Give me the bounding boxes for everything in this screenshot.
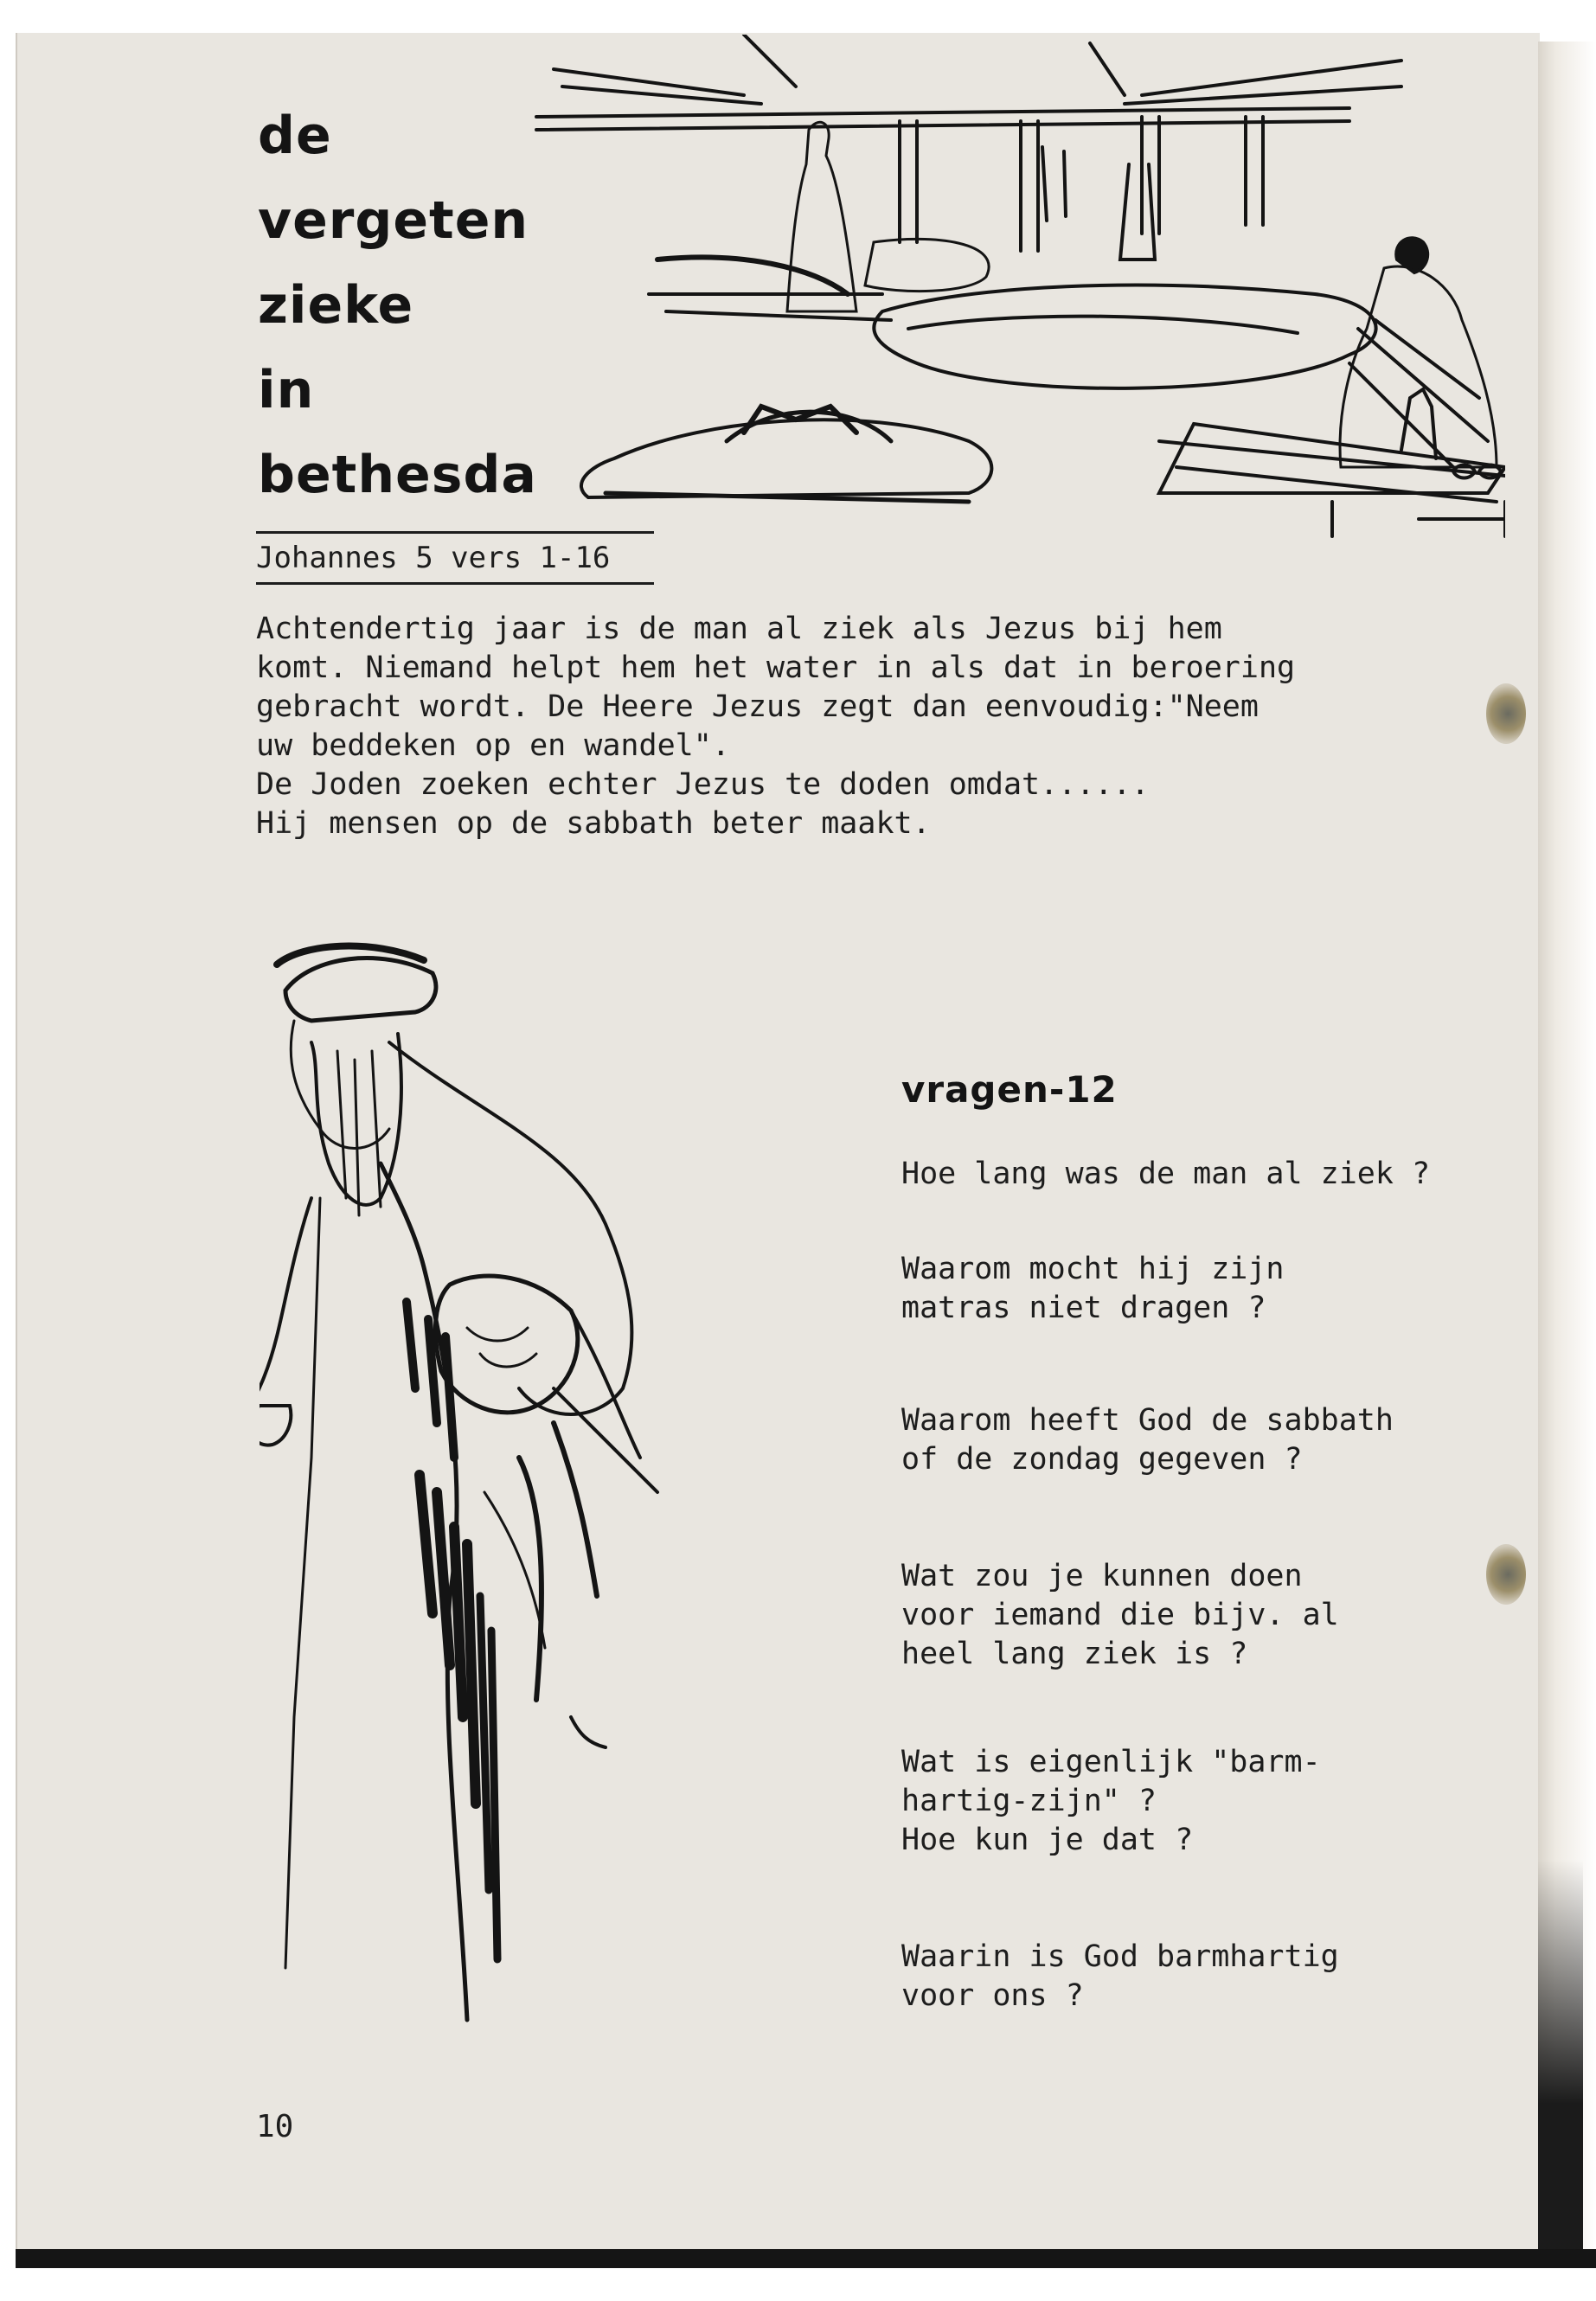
punch-hole	[1486, 683, 1526, 744]
intro-line: De Joden zoeken echter Jezus te doden omdat......	[256, 767, 1150, 802]
spine-shadow	[1538, 1860, 1583, 2266]
title-line: de	[258, 106, 332, 166]
title-line: vergeten	[258, 190, 529, 251]
title-line: bethesda	[258, 445, 537, 505]
intro-line: Hij mensen op de sabbath beter maakt.	[256, 806, 931, 841]
questions-list	[901, 1155, 1507, 2016]
intro-text	[256, 610, 1415, 843]
question-item: Wat zou je kunnen doen voor iemand die bijv. al heel lang ziek is ?	[901, 1559, 1339, 1671]
question-item: Waarom mocht hij zijn matras niet dragen ?	[901, 1252, 1285, 1325]
page-number: 10	[256, 2109, 294, 2144]
question-item: Wat is eigenlijk "barm- hartig-zijn" ? Hoe kun je dat ?	[901, 1745, 1321, 1857]
question-item: Waarin is God barmhartig voor ons ?	[901, 1939, 1339, 2013]
title-line: zieke	[258, 275, 414, 336]
questions-heading: vragen-12	[901, 1068, 1118, 1111]
intro-line: Achtendertig jaar is de man al ziek als Jezus bij hem	[256, 612, 1222, 646]
pool-scene-illustration	[484, 35, 1505, 545]
question-item: Waarom heeft God de sabbath of de zondag gegeven ?	[901, 1403, 1394, 1477]
healed-man-illustration	[260, 939, 822, 2046]
question-item: Hoe lang was de man al ziek ?	[901, 1157, 1431, 1191]
title-line: in	[258, 360, 315, 420]
bottom-edge	[16, 2249, 1596, 2268]
intro-line: komt. Niemand helpt hem het water in als dat in beroering	[256, 651, 1296, 685]
intro-line: gebracht wordt. De Heere Jezus zegt dan eenvoudig:"Neem	[256, 689, 1259, 724]
scripture-reference: Johannes 5 vers 1-16	[256, 531, 654, 585]
intro-line: uw beddeken op en wandel".	[256, 728, 730, 763]
